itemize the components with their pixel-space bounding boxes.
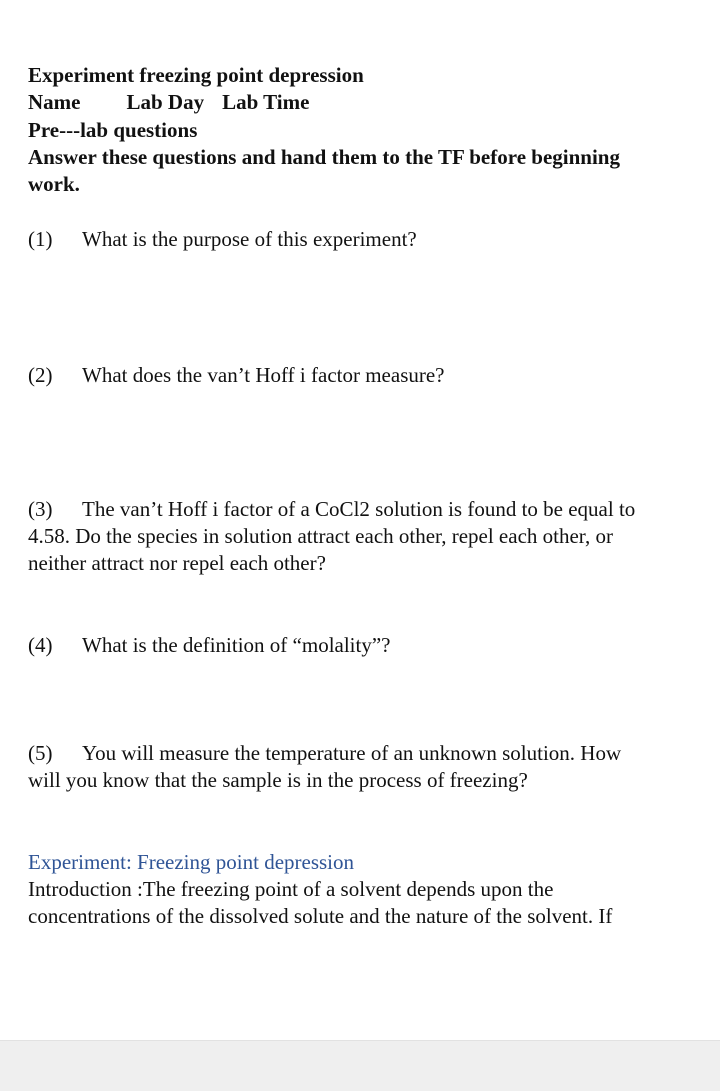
name-label: Name xyxy=(28,90,81,114)
question-3-text-line-3: neither attract nor repel each other? xyxy=(28,551,326,575)
question-5-number: (5) xyxy=(28,741,53,765)
question-3 xyxy=(28,496,635,523)
question-5 xyxy=(28,740,621,767)
question-4 xyxy=(28,632,391,659)
instruction-line-1: Answer these questions and hand them to the TF before beginning xyxy=(28,145,620,169)
question-4-number: (4) xyxy=(28,633,53,657)
lab-time-label: Lab Time xyxy=(222,90,310,114)
question-3-text-line-2: 4.58. Do the species in solution attract each other, repel each other, or xyxy=(28,524,613,548)
question-2-number: (2) xyxy=(28,363,53,387)
question-1 xyxy=(28,226,417,253)
question-5-text-line-2: will you know that the sample is in the process of freezing? xyxy=(28,768,528,792)
intro-line-2: concentrations of the dissolved solute and the nature of the solvent. If xyxy=(28,904,613,928)
lab-day-label: Lab Day xyxy=(126,90,205,114)
prelab-label: Pre---lab questions xyxy=(28,118,198,142)
question-4-text: What is the definition of “molality”? xyxy=(82,633,391,657)
instruction-line-2: work. xyxy=(28,172,80,196)
viewer-bottom-bar xyxy=(0,1040,720,1091)
question-1-text: What is the purpose of this experiment? xyxy=(82,227,417,251)
question-2-text: What does the van’t Hoff i factor measure? xyxy=(82,363,445,387)
question-3-number: (3) xyxy=(28,497,53,521)
intro-line-1: Introduction :The freezing point of a solvent depends upon the xyxy=(28,877,554,901)
experiment-heading: Experiment: Freezing point depression xyxy=(28,850,355,874)
question-5-text-line-1: You will measure the temperature of an unknown solution. How xyxy=(82,741,622,765)
name-row xyxy=(28,89,309,116)
question-3-text-line-1: The van’t Hoff i factor of a CoCl2 solution is found to be equal to xyxy=(82,497,636,521)
question-1-number: (1) xyxy=(28,227,53,251)
question-2 xyxy=(28,362,445,389)
document-title: Experiment freezing point depression xyxy=(28,63,364,87)
